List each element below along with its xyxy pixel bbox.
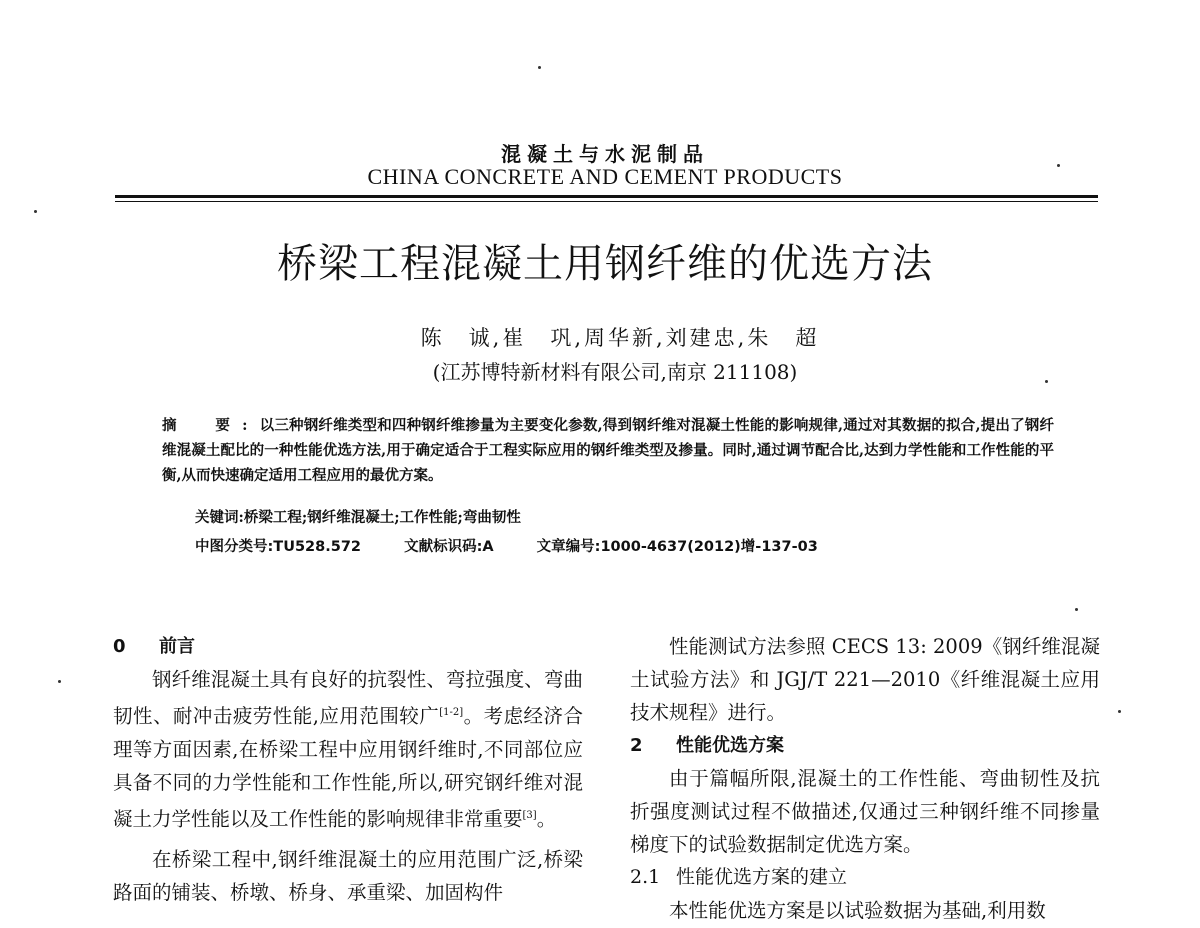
paragraph: 本性能优选方案是以试验数据为基础,利用数	[669, 899, 1046, 922]
keywords: 关键词:桥梁工程;钢纤维混凝土;工作性能;弯曲韧性	[195, 509, 521, 526]
abstract	[162, 413, 1054, 488]
section-title: 性能优选方案的建立	[676, 866, 848, 888]
paragraph-text: 钢纤维混凝土具有良好的抗裂性、弯拉强度、弯曲韧性、耐冲击疲劳性能,应用范围较广	[113, 668, 583, 728]
header-rule-thin	[115, 201, 1098, 202]
paragraph	[113, 663, 583, 835]
body-right-column	[630, 630, 1100, 927]
citation: [1-2]	[439, 707, 464, 718]
paragraph-text: 。考虑经济合理等方面因素,在桥梁工程中应用钢纤维时,不同部位应具备不同的力学性能和工作性能,所以,研究钢纤维对混凝土力学性能以及工作性能的影响规律非常重要	[113, 704, 583, 830]
section-title: 性能优选方案	[676, 735, 784, 756]
journal-name-en: CHINA CONCRETE AND CEMENT PRODUCTS	[367, 164, 843, 189]
clc-number: 中图分类号:TU528.572	[195, 539, 362, 555]
section-title: 前言	[159, 636, 195, 657]
classification-row	[195, 535, 856, 556]
section-number: 2	[630, 735, 643, 756]
section-heading-2-1	[630, 861, 1100, 894]
section-heading-2	[630, 729, 1100, 762]
abstract-text: 以三种钢纤维类型和四种钢纤维掺量为主要变化参数,得到钢纤维对混凝土性能的影响规律,通过对其数据的拟合,提出了钢纤维混凝土配比的一种性能优选方法,用于确定适合于工程实际应用的钢纤维类型及掺量。同时,通过调节配合比,达到力学性能和工作性能的平衡,从而快速确定适用工程应用的最优方案。	[162, 417, 1054, 484]
section-number: 0	[113, 636, 126, 657]
abstract-label: 摘 要:	[162, 417, 260, 434]
author-list: 陈 诚,崔 巩,周华新,刘建忠,朱 超	[420, 326, 820, 350]
scan-speck	[1118, 710, 1121, 713]
citation: [3]	[522, 809, 537, 821]
document-code: 文献标识码:A	[404, 539, 494, 555]
scan-speck	[538, 66, 541, 69]
scan-speck	[1075, 608, 1078, 611]
paragraph: 由于篇幅所限,混凝土的工作性能、弯曲韧性及抗折强度测试过程不做描述,仅通过三种钢纤维不同掺量梯度下的试验数据制定优选方案。	[630, 767, 1100, 856]
affiliation: (江苏博特新材料有限公司,南京 211108)	[432, 360, 798, 384]
journal-name-cn: 混凝土与水泥制品	[501, 142, 709, 166]
paper-title: 桥梁工程混凝土用钢纤维的优选方法	[277, 241, 933, 287]
article-number: 文章编号:1000-4637(2012)增-137-03	[536, 539, 818, 555]
section-heading-0	[113, 630, 583, 663]
scan-speck	[34, 210, 37, 213]
header-rule-thick	[115, 195, 1098, 198]
scan-speck	[58, 680, 61, 683]
paragraph: 在桥梁工程中,钢纤维混凝土的应用范围广泛,桥梁路面的铺装、桥墩、桥身、承重梁、加固构件	[113, 848, 583, 904]
paragraph: 性能测试方法参照 CECS 13: 2009《钢纤维混凝土试验方法》和 JGJ/T 221—2010《纤维混凝土应用技术规程》进行。	[630, 635, 1100, 724]
paragraph-text: 。	[536, 807, 557, 830]
section-number: 2.1	[630, 866, 661, 888]
body-left-column	[113, 630, 583, 909]
